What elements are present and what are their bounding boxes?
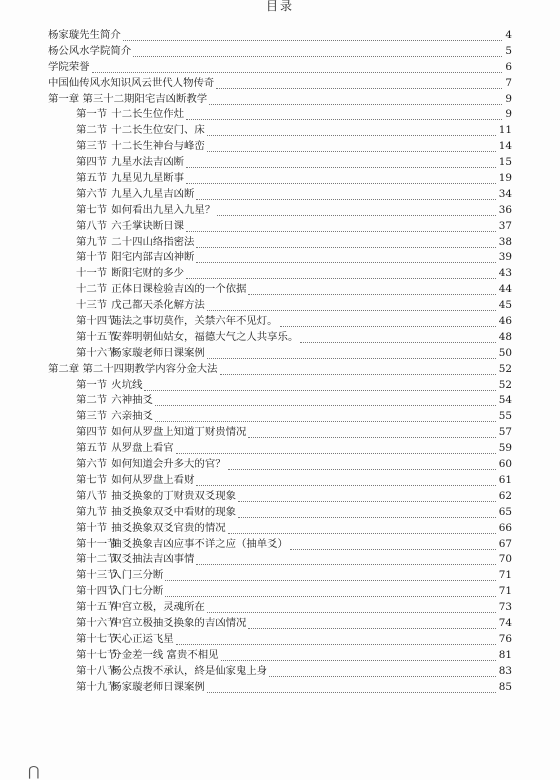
toc-page-number: 11 <box>498 124 512 137</box>
toc-section-title: 火坑线 <box>108 378 143 391</box>
toc-section-number: 第五节 <box>76 172 108 185</box>
dot-leader <box>196 187 496 200</box>
dot-leader <box>300 330 496 343</box>
toc-entry-text <box>76 680 205 696</box>
toc-section-number: 第一节 <box>76 378 108 391</box>
toc-entry-text <box>76 632 174 648</box>
dot-leader <box>144 378 496 391</box>
dot-leader <box>228 457 496 470</box>
toc-section-row[interactable] <box>0 632 560 648</box>
dot-leader <box>216 76 502 89</box>
toc-section-row[interactable] <box>0 235 560 251</box>
toc-section-row[interactable] <box>0 473 560 489</box>
toc-entry-text <box>76 489 236 505</box>
toc-page-number: 39 <box>498 251 512 264</box>
toc-section-title: 入门三分断 <box>108 569 164 582</box>
toc-page-number: 71 <box>498 585 512 598</box>
toc-section-number: 第七节 <box>76 203 108 216</box>
toc-section-row[interactable] <box>0 155 560 171</box>
toc-section-number: 第十六节 <box>76 616 118 629</box>
toc-section-row[interactable] <box>0 584 560 600</box>
toc-section-title: 中宫立极抽爻换象的吉凶情况 <box>108 616 247 629</box>
dot-leader <box>207 139 496 152</box>
toc-section-row[interactable] <box>0 568 560 584</box>
dot-leader <box>238 489 496 502</box>
toc-page-number: 9 <box>505 108 512 121</box>
toc-page-number: 76 <box>498 632 512 645</box>
dot-leader <box>186 266 496 279</box>
toc-section-number: 第九节 <box>76 235 108 248</box>
toc-section-row[interactable] <box>0 171 560 187</box>
toc-section-row[interactable] <box>0 521 560 537</box>
toc-page-number: 14 <box>498 140 512 153</box>
toc-page-number: 19 <box>498 172 512 185</box>
toc-page-number: 9 <box>505 92 512 105</box>
toc-section-title: 违法之事切莫作，关禁六年不见灯。 <box>108 315 278 328</box>
toc-entry-text <box>76 552 194 568</box>
toc-entry-text <box>76 139 205 155</box>
toc-section-row[interactable] <box>0 219 560 235</box>
dot-leader <box>220 362 496 375</box>
toc-entry-text <box>76 584 163 600</box>
toc-section-row[interactable] <box>0 107 560 123</box>
toc-page-number: 73 <box>498 601 512 614</box>
page-title: 目录 <box>265 0 294 13</box>
toc-section-title: 双爻抽法吉凶事情 <box>108 553 195 566</box>
toc-entry-text <box>76 409 153 425</box>
toc-entry-text <box>76 378 142 394</box>
toc-section-title: 杨公点拨不承认，終是仙家鬼上身 <box>108 664 268 677</box>
corner-mark: ⋂ <box>28 764 40 780</box>
dot-leader <box>186 107 502 120</box>
toc-section-row[interactable] <box>0 250 560 266</box>
toc-entry-text <box>76 425 246 441</box>
toc-entry-text <box>76 298 205 314</box>
toc-section-number: 第三节 <box>76 410 108 423</box>
toc-section-row[interactable] <box>0 378 560 394</box>
toc-section-title: 抽爻换象双爻官贵的情况 <box>108 521 226 534</box>
dot-leader <box>207 298 496 311</box>
toc-section-row[interactable] <box>0 123 560 139</box>
toc-entry-text <box>76 266 184 282</box>
toc-entry-text <box>76 282 246 298</box>
toc-entry-text <box>76 616 246 632</box>
toc-section-title: 抽爻换象的丁财贵双爻现象 <box>108 489 236 502</box>
dot-leader <box>207 680 496 693</box>
toc-section-number: 第三节 <box>76 140 108 153</box>
toc-section-row[interactable] <box>0 393 560 409</box>
toc-page-number: 85 <box>498 680 512 693</box>
toc-section-number: 第十三节 <box>76 569 118 582</box>
toc-page-number: 5 <box>505 44 512 57</box>
toc-entry-text: 学院荣誉 <box>48 60 90 73</box>
toc-section-number: 第九节 <box>76 505 108 518</box>
toc-front-row[interactable] <box>0 76 560 92</box>
toc-entry-text <box>76 314 278 330</box>
toc-page-number: 65 <box>498 505 512 518</box>
toc-section-title: 九星水法吉凶断 <box>108 156 185 169</box>
dot-leader <box>155 409 496 422</box>
toc-section-title: 断阳宅财的多少 <box>108 267 185 280</box>
toc-entry-text <box>76 235 194 251</box>
toc-section-title: 正体日课检验吉凶的一个依据 <box>108 283 247 296</box>
toc-section-row[interactable] <box>0 552 560 568</box>
toc-page-number: 36 <box>498 203 512 216</box>
toc-page-number: 59 <box>498 442 512 455</box>
toc-section-number: 第十五节 <box>76 601 118 614</box>
toc-page-number: 71 <box>498 569 512 582</box>
toc-page-number: 60 <box>498 458 512 471</box>
toc-page-number: 15 <box>498 156 512 169</box>
toc-section-number: 第十九节 <box>76 680 118 693</box>
toc-section-number: 十二节 <box>76 283 108 296</box>
toc-entry-text: 第一章 第三十二期阳宅吉凶断教学 <box>48 92 208 105</box>
dot-leader <box>269 664 496 677</box>
toc-section-title: 如何从罗盘上看财 <box>108 473 195 486</box>
toc-entry-text <box>76 648 219 664</box>
dot-leader <box>207 600 496 613</box>
dot-leader <box>196 250 496 263</box>
toc-section-row[interactable] <box>0 680 560 696</box>
toc-section-row[interactable] <box>0 346 560 362</box>
toc-section-row[interactable] <box>0 425 560 441</box>
toc-section-title: 分金差一线 富贵不相见 <box>108 648 219 661</box>
toc-section-number: 第六节 <box>76 187 108 200</box>
dot-leader <box>228 521 496 534</box>
toc-section-row[interactable] <box>0 664 560 680</box>
toc-page-number: 62 <box>498 489 512 502</box>
toc-page-number: 83 <box>498 664 512 677</box>
toc-page-number: 44 <box>498 283 512 296</box>
toc-entry-text <box>76 521 226 537</box>
toc-section-number: 第四节 <box>76 426 108 439</box>
table-of-contents <box>0 28 560 695</box>
toc-entry-text <box>76 441 174 457</box>
toc-section-number: 十一节 <box>76 267 108 280</box>
toc-section-number: 第二节 <box>76 124 108 137</box>
toc-section-number: 第十六节 <box>76 346 118 359</box>
toc-page-number: 70 <box>498 553 512 566</box>
toc-section-title: 天心正运飞星 <box>108 632 174 645</box>
toc-section-row[interactable] <box>0 648 560 664</box>
toc-page-number: 74 <box>498 616 512 629</box>
dot-leader <box>280 314 496 327</box>
toc-entry-text <box>76 171 184 187</box>
toc-section-number: 第八节 <box>76 489 108 502</box>
toc-entry-text <box>76 155 184 171</box>
dot-leader <box>248 425 496 438</box>
toc-section-title: 从罗盘上看官 <box>108 442 174 455</box>
dot-leader <box>221 648 496 661</box>
toc-section-number: 第十七节 <box>76 648 118 661</box>
toc-section-title: 阳宅内部吉凶神断 <box>108 251 195 264</box>
toc-page-number: 4 <box>505 29 512 41</box>
toc-page-number: 45 <box>498 299 512 312</box>
toc-page-number: 81 <box>498 648 512 661</box>
toc-entry-text <box>76 393 153 409</box>
toc-section-title: 抽爻换象吉凶应事不详之应（抽单爻） <box>108 537 288 550</box>
toc-entry-text <box>76 107 184 123</box>
toc-page-number: 50 <box>498 346 512 359</box>
toc-section-row[interactable] <box>0 187 560 203</box>
dot-leader <box>196 552 496 565</box>
toc-section-number: 第七节 <box>76 473 108 486</box>
toc-section-title: 九星见九星断事 <box>108 172 185 185</box>
toc-page-number: 52 <box>498 378 512 391</box>
toc-section-title: 杨家璇老师日课案例 <box>108 346 205 359</box>
toc-section-title: 如何看出九星入九星？ <box>108 203 216 216</box>
toc-section-number: 第十五节 <box>76 330 118 343</box>
toc-entry-text <box>76 568 163 584</box>
toc-section-row[interactable] <box>0 409 560 425</box>
toc-entry-text <box>76 203 215 219</box>
toc-section-number: 第十二节 <box>76 553 118 566</box>
toc-section-title: 十二长生神台与峰峦 <box>108 140 205 153</box>
toc-page-number: 43 <box>498 267 512 280</box>
toc-page-number: 52 <box>498 362 512 375</box>
toc-section-title: 六壬掌诀断日课 <box>108 219 185 232</box>
toc-section-number: 第十四节 <box>76 585 118 598</box>
toc-section-number: 第十七节 <box>76 632 118 645</box>
toc-page-number: 54 <box>498 394 512 407</box>
toc-front-row[interactable] <box>0 44 560 60</box>
toc-chapter-row[interactable] <box>0 92 560 108</box>
toc-chapter-row[interactable] <box>0 362 560 378</box>
toc-section-title: 抽爻换象双爻中看财的现象 <box>108 505 236 518</box>
toc-page-number: 66 <box>498 521 512 534</box>
toc-section-title: 六亲抽爻 <box>108 410 153 423</box>
toc-section-number: 第十八节 <box>76 664 118 677</box>
dot-leader <box>186 171 496 184</box>
toc-page-number: 34 <box>498 187 512 200</box>
toc-entry-text <box>76 346 205 362</box>
dot-leader <box>176 441 496 454</box>
toc-entry-text <box>76 664 267 680</box>
toc-section-number: 第十四节 <box>76 315 118 328</box>
toc-page-number: 6 <box>505 60 512 73</box>
toc-front-row[interactable] <box>0 28 560 44</box>
dot-leader <box>196 473 496 486</box>
toc-section-number: 第五节 <box>76 442 108 455</box>
toc-entry-text <box>76 219 184 235</box>
toc-section-row[interactable] <box>0 489 560 505</box>
toc-section-title: 入门七分断 <box>108 585 164 598</box>
toc-entry-text <box>76 457 226 473</box>
toc-page-number: 38 <box>498 235 512 248</box>
toc-page-number: 67 <box>498 537 512 550</box>
dot-leader <box>155 393 496 406</box>
toc-section-title: 二十四山络指密法 <box>108 235 195 248</box>
dot-leader <box>196 235 496 248</box>
toc-section-row[interactable] <box>0 314 560 330</box>
toc-section-row[interactable] <box>0 616 560 632</box>
toc-page-number: 46 <box>498 315 512 328</box>
toc-section-title: 戊己都天杀化解方法 <box>108 299 205 312</box>
toc-section-number: 第十节 <box>76 521 108 534</box>
toc-section-number: 十三节 <box>76 299 108 312</box>
dot-leader <box>248 282 496 295</box>
toc-section-title: 十二长生位安门、床 <box>108 124 205 137</box>
toc-section-row[interactable] <box>0 282 560 298</box>
toc-section-number: 第二节 <box>76 394 108 407</box>
dot-leader <box>123 28 502 41</box>
toc-section-title: 十二长生位作灶 <box>108 108 185 121</box>
toc-entry-text <box>76 473 194 489</box>
toc-section-row[interactable] <box>0 298 560 314</box>
toc-section-title: 安葬明朝仙姑女，福德大气之人共享乐。 <box>108 330 299 343</box>
toc-section-number: 第十一节 <box>76 537 118 550</box>
toc-entry-text: 杨家璇先生简介 <box>48 29 121 41</box>
toc-section-title: 九星入九星吉凶断 <box>108 187 195 200</box>
toc-section-row[interactable] <box>0 266 560 282</box>
dot-leader <box>165 584 496 597</box>
toc-page-number: 7 <box>505 76 512 89</box>
dot-leader <box>290 537 496 550</box>
dot-leader <box>92 60 502 73</box>
toc-section-number: 第一节 <box>76 108 108 121</box>
dot-leader <box>207 346 496 359</box>
toc-entry-text <box>76 187 194 203</box>
toc-section-row[interactable] <box>0 505 560 521</box>
toc-section-row[interactable] <box>0 203 560 219</box>
toc-section-title: 杨家璇老师日课案例 <box>108 680 205 693</box>
dot-leader <box>186 155 496 168</box>
dot-leader <box>209 92 502 105</box>
dot-leader <box>165 568 496 581</box>
dot-leader <box>238 505 496 518</box>
toc-section-title: 六神抽爻 <box>108 394 153 407</box>
toc-section-row[interactable] <box>0 537 560 553</box>
toc-entry-text <box>76 600 205 616</box>
dot-leader <box>217 203 496 216</box>
toc-page-number: 55 <box>498 410 512 423</box>
toc-entry-text: 中国仙传风水知识风云世代人物传奇 <box>48 76 215 89</box>
toc-page-number: 61 <box>498 473 512 486</box>
dot-leader <box>176 632 496 645</box>
toc-section-number: 第四节 <box>76 156 108 169</box>
toc-section-title: 如何从罗盘上知道丁财贵情况 <box>108 426 247 439</box>
toc-entry-text <box>76 123 205 139</box>
dot-leader <box>207 123 496 136</box>
dot-leader <box>133 44 502 57</box>
toc-entry-text <box>76 330 298 346</box>
toc-section-row[interactable] <box>0 600 560 616</box>
toc-section-number: 第十节 <box>76 251 108 264</box>
dot-leader <box>186 219 496 232</box>
toc-section-row[interactable] <box>0 457 560 473</box>
toc-entry-text <box>76 505 236 521</box>
toc-section-number: 第八节 <box>76 219 108 232</box>
toc-section-row[interactable] <box>0 139 560 155</box>
toc-entry-text: 第二章 第二十四期教学内容分金大法 <box>48 362 218 375</box>
toc-page-number: 48 <box>498 330 512 343</box>
toc-entry-text <box>76 250 194 266</box>
toc-section-row[interactable] <box>0 441 560 457</box>
toc-page-number: 37 <box>498 219 512 232</box>
toc-section-number: 第六节 <box>76 458 108 471</box>
toc-section-row[interactable] <box>0 330 560 346</box>
toc-section-title: 中宫立极，灵魂所在 <box>108 601 205 614</box>
toc-entry-text <box>76 537 288 553</box>
toc-page-number: 57 <box>498 426 512 439</box>
toc-section-title: 如何知道会升多大的官？ <box>108 458 226 471</box>
dot-leader <box>248 616 496 629</box>
toc-entry-text: 杨公风水学院简介 <box>48 44 132 57</box>
toc-front-row[interactable] <box>0 60 560 76</box>
